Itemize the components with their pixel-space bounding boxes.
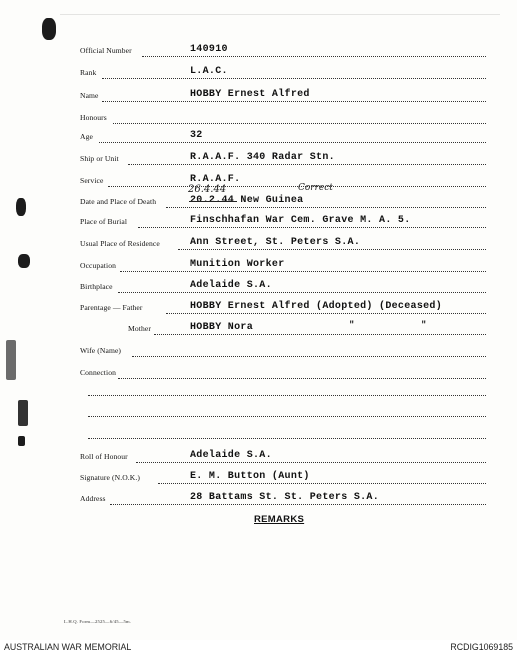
field-value: Adelaide S.A. — [190, 450, 272, 461]
field-honours — [0, 109, 517, 129]
archive-footer — [0, 640, 517, 654]
dotted-rule — [178, 249, 486, 250]
dotted-rule — [132, 356, 486, 357]
handwritten-correction-date: 26.4.44 — [188, 184, 227, 195]
dotted-rule — [166, 313, 486, 314]
field-age — [0, 128, 517, 148]
dotted-rule — [102, 101, 486, 102]
field-address — [0, 490, 517, 510]
dotted-rule — [110, 504, 486, 505]
binding-edge-mark — [18, 400, 28, 426]
dotted-rule — [128, 164, 486, 165]
field-label: Mother — [128, 324, 151, 333]
field-value: HOBBY Nora — [190, 322, 254, 333]
field-label: Birthplace — [80, 282, 113, 291]
field-value: 140910 — [190, 44, 228, 55]
field-value: E. M. Button (Aunt) — [190, 471, 310, 482]
field-ship-or-unit — [0, 150, 517, 170]
field-occupation — [0, 257, 517, 277]
field-signature-nok — [0, 469, 517, 489]
field-value: Ann Street, St. Peters S.A. — [190, 237, 361, 248]
field-place-of-burial — [0, 213, 517, 233]
field-label: Rank — [80, 68, 97, 77]
dotted-rule — [118, 378, 486, 379]
field-birthplace — [0, 278, 517, 298]
strikethrough-line — [189, 201, 237, 202]
field-value: HOBBY Ernest Alfred — [190, 89, 310, 100]
field-label: Official Number — [80, 46, 132, 55]
field-official-number — [0, 42, 517, 62]
field-label: Parentage — Father — [80, 303, 143, 312]
dotted-rule — [120, 271, 486, 272]
field-value: 32 — [190, 130, 203, 141]
field-label: Address — [80, 494, 106, 503]
field-label: Wife (Name) — [80, 346, 122, 355]
connection-blank-line — [88, 438, 486, 439]
field-roll-of-honour — [0, 448, 517, 468]
punch-hole-mark — [42, 18, 56, 40]
field-connection — [0, 364, 517, 384]
field-label: Place of Burial — [80, 217, 128, 226]
field-value: Munition Worker — [190, 259, 285, 270]
field-value: R.A.A.F. — [190, 174, 241, 185]
field-value: Finschhafan War Cem. Grave M. A. 5. — [190, 215, 411, 226]
field-label: Usual Place of Residence — [80, 239, 160, 248]
field-label: Roll of Honour — [80, 452, 128, 461]
field-parentage-father — [0, 299, 517, 319]
field-label: Date and Place of Death — [80, 197, 157, 206]
field-label: Occupation — [80, 261, 117, 270]
field-value: R.A.A.F. 340 Radar Stn. — [190, 152, 335, 163]
dotted-rule — [113, 123, 486, 124]
remarks-heading: REMARKS — [254, 514, 305, 525]
field-label: Connection — [80, 368, 117, 377]
dotted-rule — [99, 142, 486, 143]
field-date-place-of-death — [0, 183, 517, 213]
dotted-rule — [154, 334, 486, 335]
dotted-rule — [118, 292, 486, 293]
field-value: 20.2.44 New Guinea — [190, 195, 304, 206]
connection-blank-line — [88, 395, 486, 396]
field-parentage-mother — [0, 320, 517, 340]
field-label: Service — [80, 176, 104, 185]
footer-institution: AUSTRALIAN WAR MEMORIAL — [4, 642, 132, 652]
field-label: Signature (N.O.K.) — [80, 473, 141, 482]
dotted-rule — [138, 227, 486, 228]
dotted-rule — [142, 56, 486, 57]
field-rank — [0, 64, 517, 84]
ditto-mark: " — [349, 320, 355, 330]
dotted-rule — [166, 207, 486, 208]
field-name — [0, 87, 517, 107]
binding-edge-mark — [18, 436, 25, 446]
field-value: 28 Battams St. St. Peters S.A. — [190, 492, 380, 503]
connection-blank-line — [88, 416, 486, 417]
dotted-rule — [102, 78, 486, 79]
dotted-rule — [108, 186, 486, 187]
dotted-rule — [158, 483, 486, 484]
ditto-mark: " — [421, 320, 427, 330]
field-wife-name — [0, 342, 517, 362]
field-value: Adelaide S.A. — [190, 280, 272, 291]
field-label: Ship or Unit — [80, 154, 119, 163]
field-label: Age — [80, 132, 93, 141]
field-label: Name — [80, 91, 99, 100]
field-value: HOBBY Ernest Alfred (Adopted) (Deceased) — [190, 301, 443, 312]
handwritten-correction-note: Correct — [298, 183, 333, 193]
form-number: L.H.Q. Form—2525—6/45—5m. — [64, 619, 132, 624]
footer-reference: RCDIG1069185 — [450, 642, 513, 652]
field-usual-place-of-residence — [0, 235, 517, 255]
field-service — [0, 172, 517, 192]
top-margin-band — [60, 0, 500, 15]
field-value: L.A.C. — [190, 66, 228, 77]
dotted-rule — [136, 462, 486, 463]
field-label: Honours — [80, 113, 107, 122]
